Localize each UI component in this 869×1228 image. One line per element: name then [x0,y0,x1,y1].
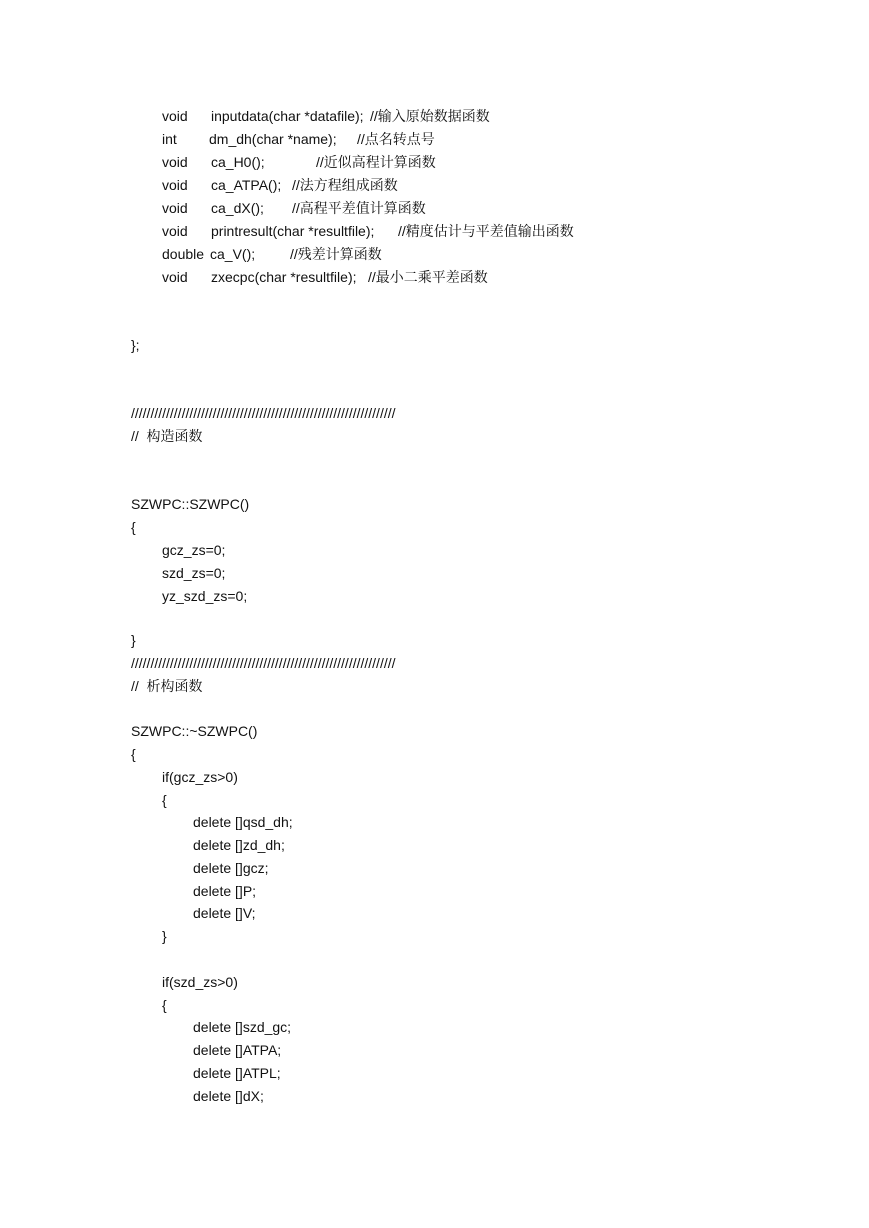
decl-type: void [162,269,188,285]
code-line-delete: delete []ATPL; [193,1065,281,1081]
decl-signature: zxecpc(char *resultfile); [211,269,357,285]
code-line-open-brace: { [162,997,167,1013]
decl-type: double [162,246,205,262]
decl-comment: //高程平差值计算函数 [292,200,426,216]
decl-comment: //近似高程计算函数 [316,154,436,170]
code-comment-constructor: // 构造函数 [131,428,203,444]
decl-type: void [162,223,188,239]
code-line-close-brace: } [131,632,136,648]
code-comment-destructor: // 析构函数 [131,678,203,694]
code-line-open-brace: { [131,746,136,762]
decl-type: void [162,200,188,216]
code-line-decl-zxecpc [162,268,488,358]
code-line-ctor-signature: SZWPC::SZWPC() [131,496,250,512]
decl-signature: printresult(char *resultfile); [211,223,375,239]
decl-comment: //法方程组成函数 [292,177,398,193]
code-line-class-end: }; [131,337,140,353]
code-line-dtor-signature: SZWPC::~SZWPC() [131,723,258,739]
code-line-delete: delete []ATPA; [193,1042,282,1058]
code-separator: //////////////////////////////////////////////////////////////////// [131,655,396,671]
decl-signature: ca_ATPA(); [211,177,282,193]
decl-comment: //精度估计与平差值输出函数 [398,223,574,239]
decl-type: int [162,131,177,147]
code-line-delete: delete []zd_dh; [193,837,285,853]
code-line-delete: delete []dX; [193,1088,264,1104]
code-line-delete: delete []gcz; [193,860,269,876]
decl-comment: //最小二乘平差函数 [368,269,488,285]
code-line-delete: delete []V; [193,905,256,921]
decl-comment: //输入原始数据函数 [370,108,490,124]
code-line-if-gcz: if(gcz_zs>0) [162,769,238,785]
decl-signature: ca_V(); [210,246,256,262]
code-line-delete: delete []szd_gc; [193,1019,292,1035]
code-line-ctor-stmt: yz_szd_zs=0; [162,588,248,604]
code-line-delete: delete []P; [193,883,257,899]
code-line-open-brace: { [131,519,136,535]
decl-signature: ca_dX(); [211,200,264,216]
decl-signature: inputdata(char *datafile); [211,108,364,124]
code-line-ctor-stmt: szd_zs=0; [162,565,226,581]
code-line-ctor-stmt: gcz_zs=0; [162,542,226,558]
decl-type: void [162,108,188,124]
decl-signature: ca_H0(); [211,154,265,170]
code-line-delete: delete []qsd_dh; [193,814,293,830]
code-line-open-brace: { [162,792,167,808]
decl-comment: //点名转点号 [357,131,435,147]
decl-type: void [162,154,188,170]
decl-type: void [162,177,188,193]
code-line-if-szd: if(szd_zs>0) [162,974,238,990]
decl-comment: //残差计算函数 [290,246,382,262]
code-line-close-brace: } [162,928,167,944]
decl-signature: dm_dh(char *name); [209,131,337,147]
code-separator: //////////////////////////////////////////////////////////////////// [131,405,396,421]
